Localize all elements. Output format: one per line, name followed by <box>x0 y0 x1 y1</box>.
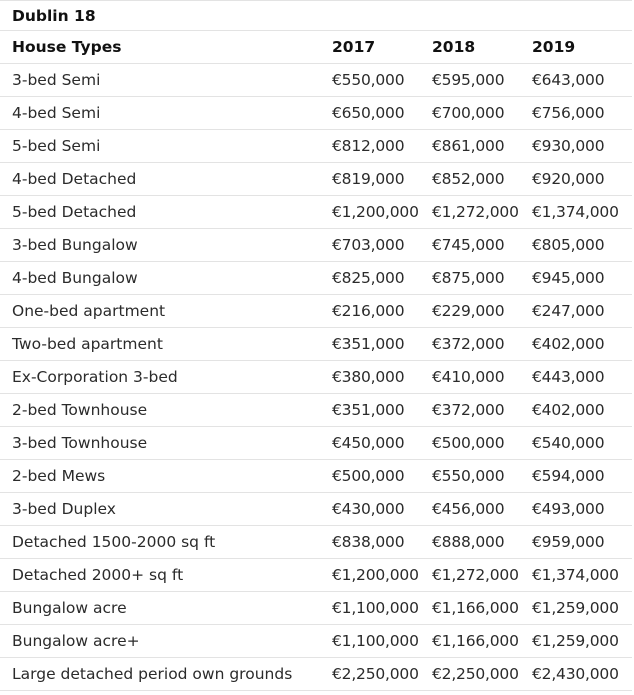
table-row <box>0 493 632 526</box>
table-row <box>0 328 632 361</box>
price-2019-cell: €643,000 <box>520 64 632 97</box>
house-type-cell: 2-bed Townhouse <box>0 394 320 427</box>
price-2017-cell: €812,000 <box>320 130 420 163</box>
price-2019-cell: €756,000 <box>520 97 632 130</box>
house-type-cell: 3-bed Semi <box>0 64 320 97</box>
price-2019-cell: €493,000 <box>520 493 632 526</box>
house-type-cell: 4-bed Semi <box>0 97 320 130</box>
price-2019-cell: €1,259,000 <box>520 625 632 658</box>
price-2018-cell: €861,000 <box>420 130 520 163</box>
price-2019-cell: €2,430,000 <box>520 658 632 691</box>
table-row <box>0 229 632 262</box>
price-2018-cell: €875,000 <box>420 262 520 295</box>
house-type-cell: 4-bed Bungalow <box>0 262 320 295</box>
table-row <box>0 163 632 196</box>
price-2018-cell: €372,000 <box>420 394 520 427</box>
price-2018-cell: €1,166,000 <box>420 592 520 625</box>
house-type-cell: Bungalow acre+ <box>0 625 320 658</box>
price-2019-cell: €1,259,000 <box>520 592 632 625</box>
header-house-types: House Types <box>0 31 320 64</box>
table-title-row <box>0 1 632 31</box>
price-2017-cell: €351,000 <box>320 328 420 361</box>
price-2018-cell: €1,272,000 <box>420 196 520 229</box>
price-2017-cell: €216,000 <box>320 295 420 328</box>
price-2019-cell: €1,374,000 <box>520 196 632 229</box>
table-title: Dublin 18 <box>0 1 632 31</box>
house-type-cell: 5-bed Detached <box>0 196 320 229</box>
price-2017-cell: €380,000 <box>320 361 420 394</box>
price-2019-cell: €594,000 <box>520 460 632 493</box>
table-row <box>0 427 632 460</box>
price-2018-cell: €888,000 <box>420 526 520 559</box>
house-type-cell: Two-bed apartment <box>0 328 320 361</box>
price-2019-cell: €540,000 <box>520 427 632 460</box>
price-2017-cell: €500,000 <box>320 460 420 493</box>
table-row <box>0 361 632 394</box>
price-2018-cell: €1,166,000 <box>420 625 520 658</box>
house-type-cell: Detached 1500-2000 sq ft <box>0 526 320 559</box>
table-row <box>0 625 632 658</box>
price-2017-cell: €825,000 <box>320 262 420 295</box>
house-type-cell: Detached 2000+ sq ft <box>0 559 320 592</box>
table-row <box>0 658 632 691</box>
table-row <box>0 262 632 295</box>
price-2018-cell: €550,000 <box>420 460 520 493</box>
price-2019-cell: €402,000 <box>520 394 632 427</box>
price-2018-cell: €700,000 <box>420 97 520 130</box>
price-2019-cell: €920,000 <box>520 163 632 196</box>
price-2019-cell: €402,000 <box>520 328 632 361</box>
table-row <box>0 394 632 427</box>
price-2019-cell: €930,000 <box>520 130 632 163</box>
price-2017-cell: €351,000 <box>320 394 420 427</box>
price-2019-cell: €959,000 <box>520 526 632 559</box>
table-row <box>0 130 632 163</box>
price-2017-cell: €2,250,000 <box>320 658 420 691</box>
house-type-cell: 3-bed Bungalow <box>0 229 320 262</box>
table-row <box>0 196 632 229</box>
header-2018: 2018 <box>420 31 520 64</box>
price-2017-cell: €550,000 <box>320 64 420 97</box>
table-row <box>0 559 632 592</box>
price-2019-cell: €247,000 <box>520 295 632 328</box>
price-2019-cell: €1,374,000 <box>520 559 632 592</box>
price-2018-cell: €745,000 <box>420 229 520 262</box>
price-2017-cell: €1,100,000 <box>320 625 420 658</box>
price-2017-cell: €703,000 <box>320 229 420 262</box>
price-2017-cell: €1,200,000 <box>320 559 420 592</box>
house-type-cell: One-bed apartment <box>0 295 320 328</box>
price-2018-cell: €500,000 <box>420 427 520 460</box>
house-type-cell: 2-bed Mews <box>0 460 320 493</box>
price-2018-cell: €852,000 <box>420 163 520 196</box>
table-row <box>0 295 632 328</box>
house-type-cell: Ex-Corporation 3-bed <box>0 361 320 394</box>
table-row <box>0 64 632 97</box>
price-2018-cell: €1,272,000 <box>420 559 520 592</box>
header-2017: 2017 <box>320 31 420 64</box>
table-header-row <box>0 31 632 64</box>
table-row <box>0 97 632 130</box>
price-2018-cell: €2,250,000 <box>420 658 520 691</box>
price-2017-cell: €1,100,000 <box>320 592 420 625</box>
table-row <box>0 526 632 559</box>
house-type-cell: Large detached period own grounds <box>0 658 320 691</box>
table-row <box>0 460 632 493</box>
price-2018-cell: €372,000 <box>420 328 520 361</box>
price-2018-cell: €595,000 <box>420 64 520 97</box>
price-2018-cell: €410,000 <box>420 361 520 394</box>
price-2017-cell: €819,000 <box>320 163 420 196</box>
price-2019-cell: €443,000 <box>520 361 632 394</box>
table-body <box>0 64 632 691</box>
price-2019-cell: €945,000 <box>520 262 632 295</box>
price-2019-cell: €805,000 <box>520 229 632 262</box>
price-2017-cell: €450,000 <box>320 427 420 460</box>
house-type-cell: 3-bed Duplex <box>0 493 320 526</box>
header-2019: 2019 <box>520 31 632 64</box>
price-2017-cell: €650,000 <box>320 97 420 130</box>
table-row <box>0 592 632 625</box>
price-2017-cell: €430,000 <box>320 493 420 526</box>
house-type-cell: Bungalow acre <box>0 592 320 625</box>
price-2018-cell: €229,000 <box>420 295 520 328</box>
house-type-cell: 3-bed Townhouse <box>0 427 320 460</box>
price-2018-cell: €456,000 <box>420 493 520 526</box>
house-type-cell: 5-bed Semi <box>0 130 320 163</box>
house-type-cell: 4-bed Detached <box>0 163 320 196</box>
price-2017-cell: €1,200,000 <box>320 196 420 229</box>
price-2017-cell: €838,000 <box>320 526 420 559</box>
